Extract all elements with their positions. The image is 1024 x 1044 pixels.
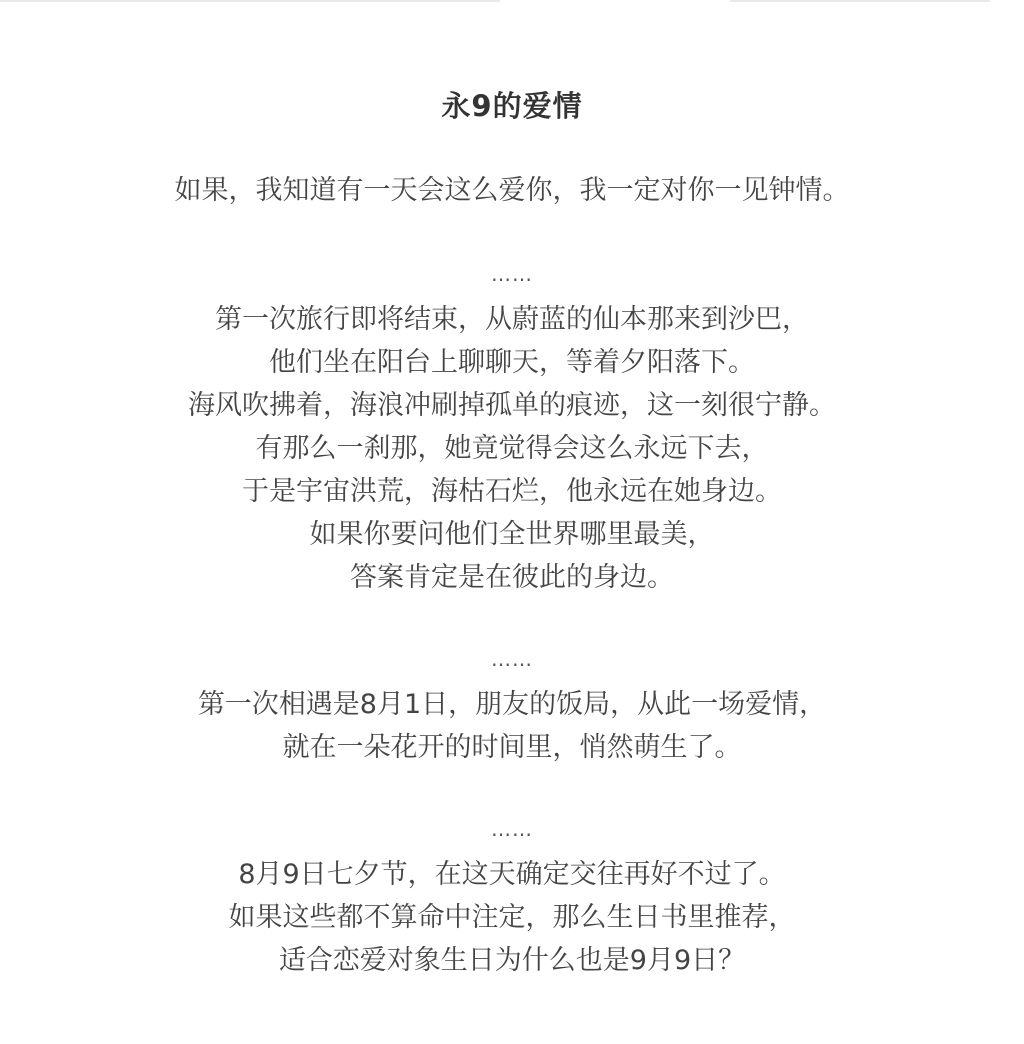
top-divider-left <box>0 0 500 2</box>
section-separator: …… <box>491 647 533 671</box>
intro-line: 如果，我知道有一天会这么爱你，我一定对你一见钟情。 <box>174 175 850 206</box>
section-separator: …… <box>491 262 533 286</box>
section-line: 于是宇宙洪荒，海枯石烂，他永远在她身边。 <box>242 476 782 507</box>
section-line: 有那么一刹那，她竟觉得会这么永远下去， <box>255 433 769 464</box>
section-line: 适合恋爱对象生日为什么也是9月9日？ <box>278 945 746 976</box>
section-line: 就在一朵花开的时间里，悄然萌生了。 <box>282 732 742 763</box>
section-line: 如果你要问他们全世界哪里最美， <box>309 519 715 550</box>
story-title: 永9的爱情 <box>441 89 583 123</box>
section-separator: …… <box>491 817 533 841</box>
section-line: 海风吹拂着，海浪冲刷掉孤单的痕迹，这一刻很宁静。 <box>188 390 836 421</box>
top-divider-right <box>730 0 990 2</box>
section-line: 8月9日七夕节，在这天确定交往再好不过了。 <box>238 859 786 890</box>
section-line: 如果这些都不算命中注定，那么生日书里推荐， <box>228 902 796 933</box>
section-line: 第一次相遇是8月1日，朋友的饭局，从此一场爱情， <box>197 689 827 720</box>
section-line: 第一次旅行即将结束，从蔚蓝的仙本那来到沙巴， <box>215 304 809 335</box>
section-line: 答案肯定是在彼此的身边。 <box>350 562 674 593</box>
section-line: 他们坐在阳台上聊聊天，等着夕阳落下。 <box>269 347 755 378</box>
